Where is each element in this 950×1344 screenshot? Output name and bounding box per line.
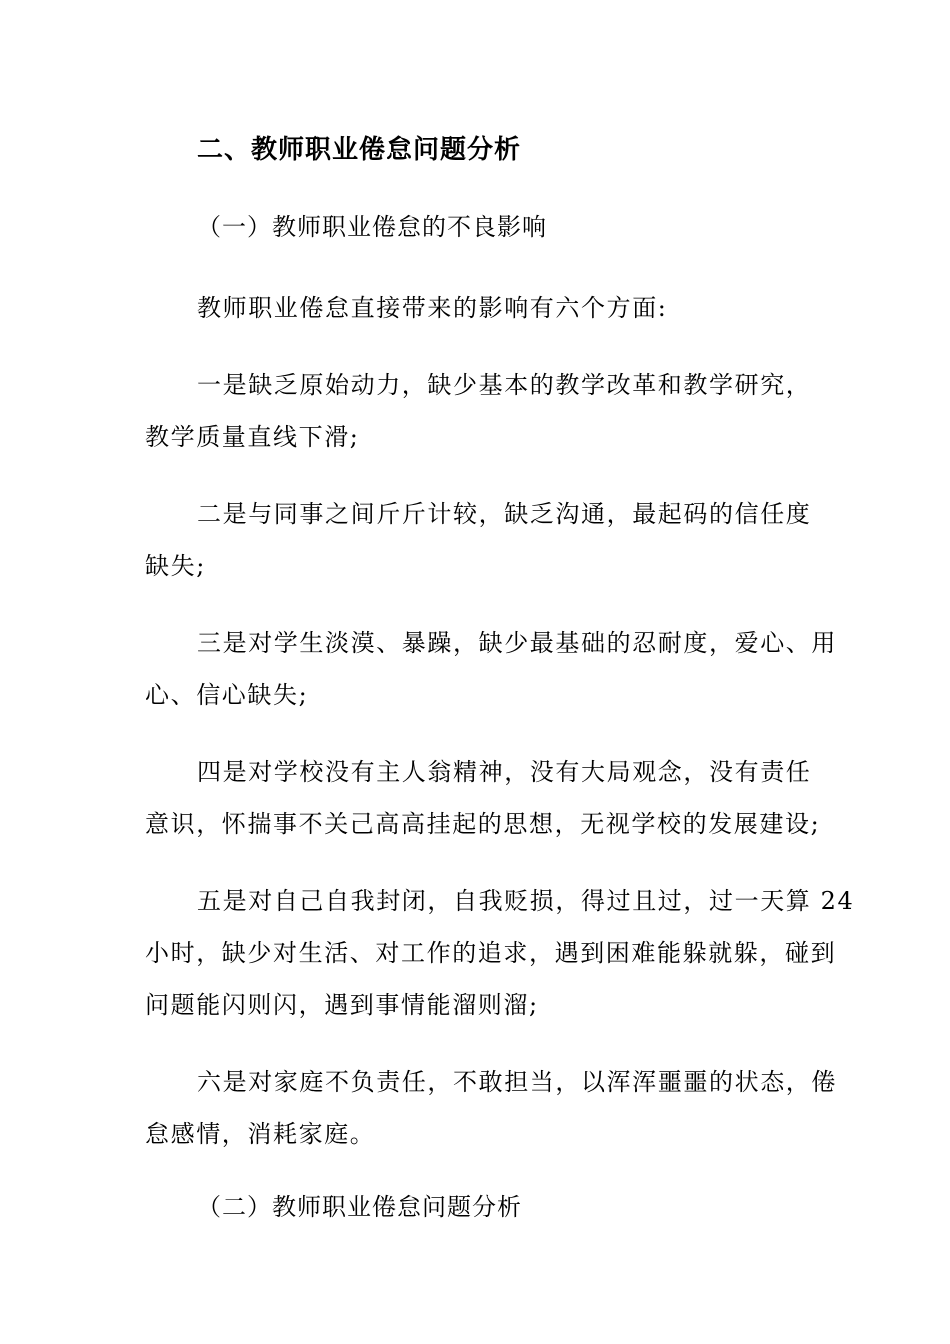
intro-line: 教师职业倦怠直接带来的影响有六个方面: [197,294,668,322]
intro-paragraph [145,282,807,334]
paragraph-line: 教学质量直线下滑; [145,423,360,451]
paragraph-line: 小时，缺少对生活、对工作的追求，遇到困难能躲就躲，碰到 [145,939,837,967]
impact-paragraph-2 [145,488,812,592]
paragraph-line: 问题能闪则闪，遇到事情能溜则溜; [145,991,539,1019]
impact-paragraph-4 [145,746,821,850]
paragraph-line: 三是对学生淡漠、暴躁，缺少最基础的忍耐度，爱心、用 [197,629,837,657]
section-heading: 二、教师职业倦怠问题分析 [197,135,522,165]
paragraph-line: 二是与同事之间斤斤计较，缺乏沟通，最起码的信任度 [197,500,812,528]
impact-paragraph-1 [145,359,812,463]
paragraph-line: 意识，怀揣事不关己高高挂起的思想，无视学校的发展建设; [145,810,821,838]
paragraph-line: 六是对家庭不负责任，不敢担当，以浑浑噩噩的状态，倦 [197,1068,837,1096]
paragraph-line: 一是缺乏原始动力，缺少基本的教学改革和教学研究， [197,371,812,399]
paragraph-line: 缺失; [145,552,206,580]
impact-paragraph-5 [145,875,855,1031]
subsection-heading-2: （二）教师职业倦怠问题分析 [197,1193,522,1221]
impact-paragraph-6 [145,1056,837,1160]
paragraph-line: 五是对自己自我封闭，自我贬损，得过且过，过一天算 24 [197,887,855,915]
impact-paragraph-3 [145,617,837,721]
paragraph-line: 四是对学校没有主人翁精神，没有大局观念，没有责任 [197,758,812,786]
document-body [145,128,855,1262]
paragraph-line: 心、信心缺失; [145,681,309,709]
paragraph-line: 怠感情，消耗家庭。 [145,1120,376,1148]
subsection-heading-1: （一）教师职业倦怠的不良影响 [197,213,547,241]
